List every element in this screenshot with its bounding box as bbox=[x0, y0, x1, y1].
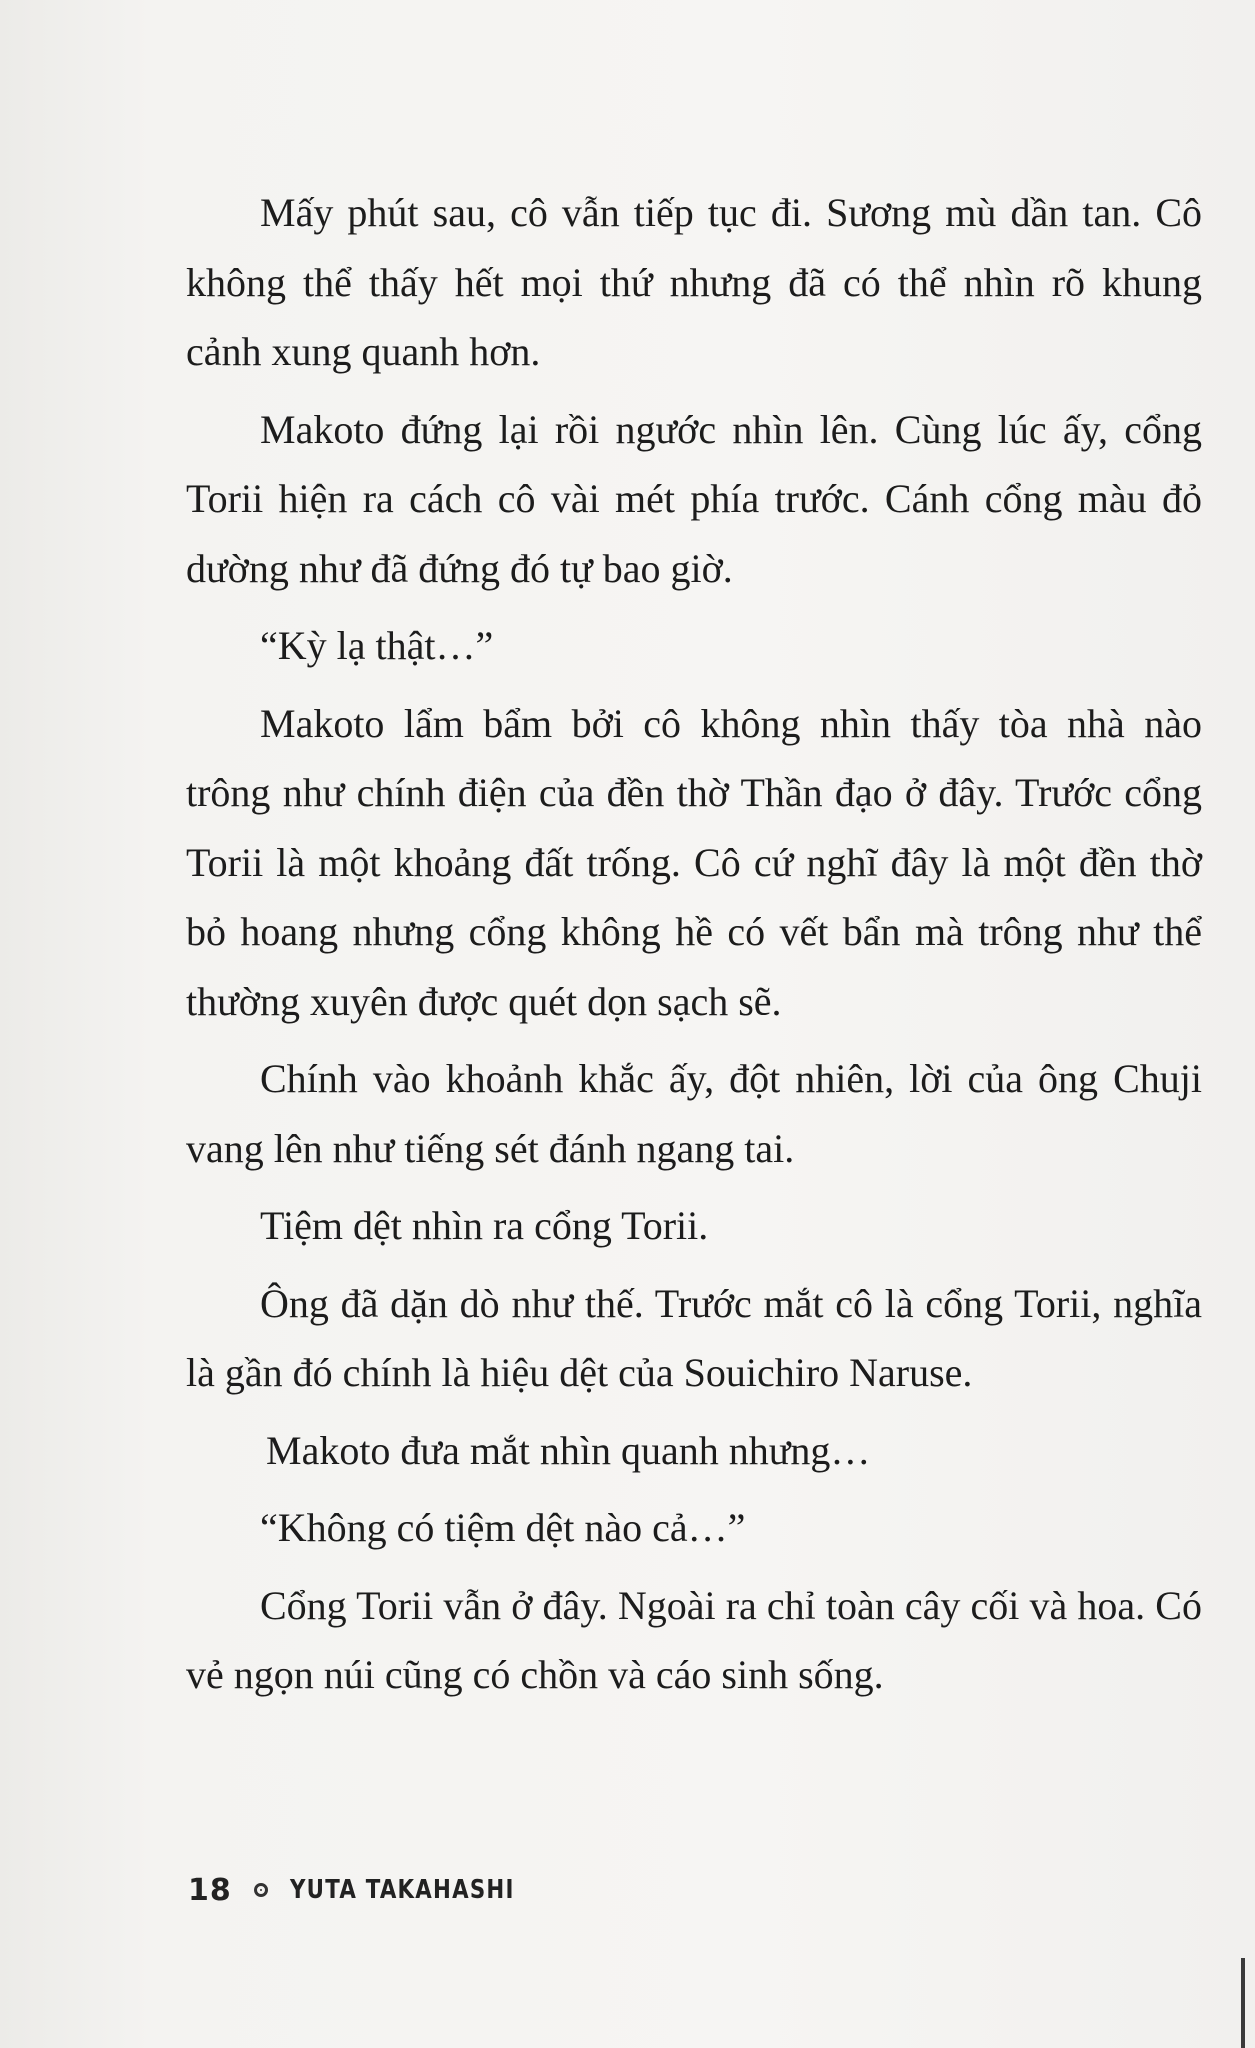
paragraph-7: Ông đã dặn dò như thế. Trước mắt cô là cổng Torii, nghĩa là gần đó chính là hiệu dệt của Souichiro Naruse. bbox=[186, 1280, 1202, 1395]
paragraph-2: Makoto đứng lại rồi ngước nhìn lên. Cùng lúc ấy, cổng Torii hiện ra cách cô vài mét phía trước. Cánh cổng màu đỏ dường như đã đứng đó tự bao giờ. bbox=[186, 406, 1202, 591]
paragraph-8: Makoto đưa mắt nhìn quanh nhưng… bbox=[266, 1427, 871, 1473]
paragraph-6: Tiệm dệt nhìn ra cổng Torii. bbox=[260, 1203, 709, 1248]
body-text bbox=[186, 178, 1202, 1710]
paragraph-1: Mấy phút sau, cô vẫn tiếp tục đi. Sương mù dần tan. Cô không thể thấy hết mọi thứ nhưng đã có thể nhìn rõ khung cảnh xung quanh hơn. bbox=[186, 190, 1202, 374]
page-edge-mark bbox=[1241, 1958, 1245, 2048]
paragraph-5: Chính vào khoảnh khắc ấy, đột nhiên, lời của ông Chuji vang lên như tiếng sét đánh ngang tai. bbox=[186, 1056, 1202, 1171]
paragraph-4: Makoto lẩm bẩm bởi cô không nhìn thấy tòa nhà nào trông như chính điện của đền thờ Thần đạo ở đây. Trước cổng Torii là một khoảng đất trống. Cô cứ nghĩ đây là một đền thờ bỏ hoang nhưng cổng không hề có vết bẩn mà trông như thể thường xuyên được quét dọn sạch sẽ. bbox=[186, 700, 1202, 1024]
page-number: 18 bbox=[188, 1872, 232, 1908]
page-footer bbox=[188, 1870, 564, 1910]
paragraph-9: “Không có tiệm dệt nào cả…” bbox=[260, 1505, 746, 1550]
flower-ornament-icon bbox=[254, 1883, 268, 1897]
paragraph-10: Cổng Torii vẫn ở đây. Ngoài ra chỉ toàn cây cối và hoa. Có vẻ ngọn núi cũng có chồn và cáo sinh sống. bbox=[186, 1582, 1202, 1697]
paragraph-3: “Kỳ lạ thật…” bbox=[260, 623, 494, 668]
author-name: YUTA TAKAHASHI bbox=[289, 1875, 515, 1905]
